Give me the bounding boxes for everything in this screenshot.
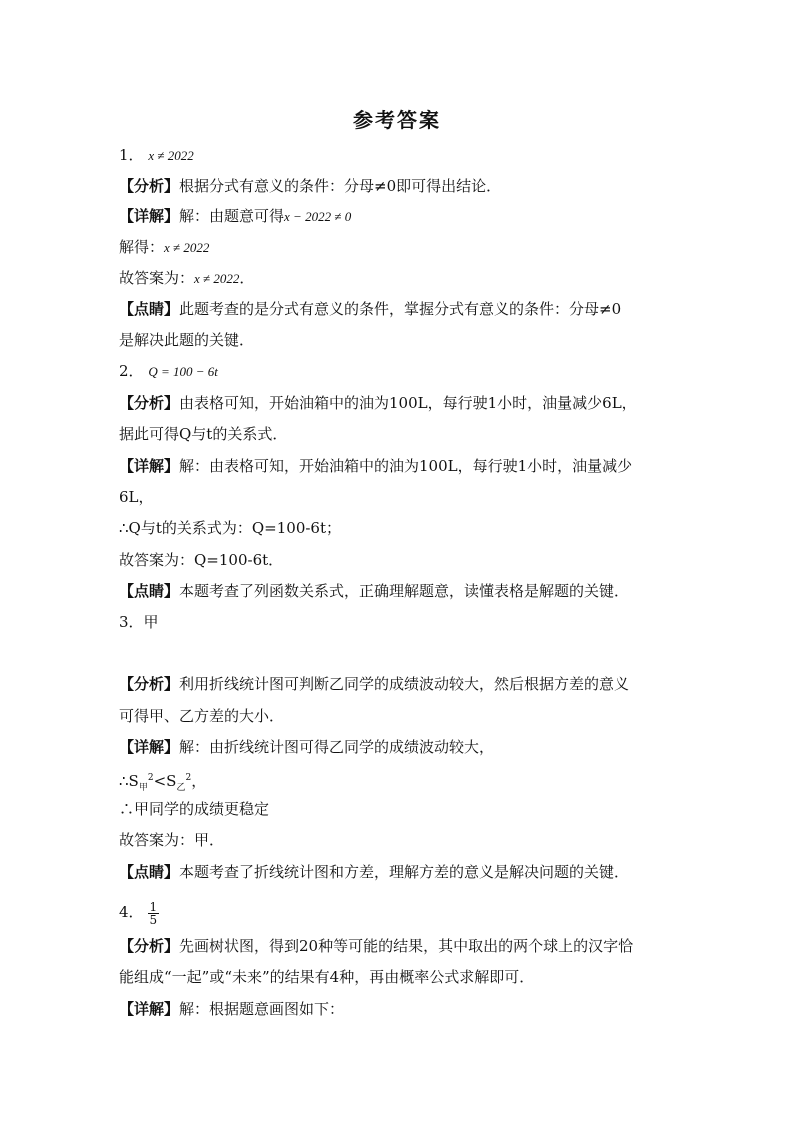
q1-analysis: 根据分式有意义的条件：分母≠0即可得出结论． <box>179 177 502 195</box>
q3-detail-1: 解：由折线统计图可得乙同学的成绩波动较大， <box>179 738 495 756</box>
q2-detail-line-2: 6L， <box>119 488 154 506</box>
q3-detail-line <box>119 737 494 757</box>
q1-detail-tag: 【详解】 <box>119 207 180 225</box>
q1-answer-line <box>119 145 194 166</box>
q1-comment-line-2: 是解决此题的关键． <box>119 331 255 349</box>
q4-numerator: 1 <box>149 899 158 914</box>
q1-conclusion-end: ． <box>239 269 255 287</box>
q2-comment-line <box>119 581 629 601</box>
q2-comment-tag: 【点睛】 <box>119 582 180 600</box>
q3-analysis-1: 利用折线统计图可判断乙同学的成绩波动较大，然后根据方差的意义 <box>179 675 630 693</box>
q1-number: 1． <box>119 146 144 164</box>
q4-denominator: 5 <box>149 912 158 927</box>
q2-detail-line-3: ∴Q与t的关系式为：Q=100-6t； <box>119 519 342 537</box>
q3-variance-line <box>119 768 206 798</box>
q3-answer-line <box>119 612 159 632</box>
q2-answer-line <box>119 361 218 382</box>
page-title: 参考答案 <box>353 108 441 132</box>
q4-analysis-line-2: 能组成“一起”或“未来”的结果有4种，再由概率公式求解即可． <box>119 968 535 986</box>
q3-comment-tag: 【点睛】 <box>119 863 180 881</box>
q1-solve-label: 解得： <box>119 238 165 256</box>
q1-comment-line <box>119 299 621 319</box>
q1-analysis-line <box>119 176 501 196</box>
q1-detail: 解：由题意可得 <box>179 207 285 225</box>
q1-comment-1: 此题考查的是分式有意义的条件，掌握分式有意义的条件：分母≠0 <box>179 300 622 318</box>
q3-variance-sub-jia: 甲 <box>138 783 148 793</box>
q3-variance-sub-yi: 乙 <box>176 783 186 793</box>
q3-detail-tag: 【详解】 <box>119 738 180 756</box>
q4-analysis-tag: 【分析】 <box>119 937 180 955</box>
q1-solve-line <box>119 237 209 258</box>
q4-answer-fraction <box>148 901 160 926</box>
q2-analysis-line-2: 据此可得Q与t的关系式． <box>119 425 288 443</box>
q2-comment: 本题考查了列函数关系式，正确理解题意，读懂表格是解题的关键． <box>179 582 630 600</box>
q4-number: 4． <box>119 903 144 921</box>
q2-detail-1: 解：由表格可知，开始油箱中的油为100L，每行驶1小时，油量减少 <box>179 457 633 475</box>
q4-detail-tag: 【详解】 <box>119 1000 180 1018</box>
q3-analysis-line <box>119 674 629 694</box>
q1-answer: x ≠ 2022 <box>148 148 194 163</box>
q1-detail-math: x − 2022 ≠ 0 <box>284 209 352 224</box>
q2-analysis-line <box>119 393 637 413</box>
q4-analysis-1: 先画树状图，得到20种等可能的结果，其中取出的两个球上的汉字恰 <box>179 937 634 955</box>
q2-number: 2． <box>119 362 144 380</box>
q1-comment-tag: 【点睛】 <box>119 300 180 318</box>
q3-comment-line <box>119 862 629 882</box>
q3-variance-s1: ∴S <box>119 772 139 790</box>
q3-variance-sup-1: 2 <box>147 773 154 783</box>
q1-conclusion-math: x ≠ 2022 <box>194 271 240 286</box>
q2-analysis-1: 由表格可知，开始油箱中的油为100L，每行驶1小时，油量减少6L， <box>179 394 637 412</box>
q3-analysis-line-2: 可得甲、乙方差的大小． <box>119 707 285 725</box>
q3-variance-sup-2: 2 <box>185 773 192 783</box>
q3-number: 3． <box>119 613 144 631</box>
q4-analysis-line <box>119 936 633 956</box>
q4-answer-line <box>119 895 159 929</box>
q2-detail-tag: 【详解】 <box>119 457 180 475</box>
q3-conclusion-line: 故答案为：甲． <box>119 831 225 849</box>
q1-detail-line <box>119 206 351 227</box>
q1-conclusion-line <box>119 268 254 289</box>
q3-analysis-tag: 【分析】 <box>119 675 180 693</box>
q2-detail-line <box>119 456 632 476</box>
q3-comment: 本题考查了折线统计图和方差，理解方差的意义是解决问题的关键． <box>179 863 630 881</box>
q4-detail-line <box>119 999 344 1019</box>
q4-detail: 解：根据题意画图如下： <box>179 1000 345 1018</box>
q2-conclusion-line: 故答案为：Q=100-6t． <box>119 551 284 569</box>
q2-analysis-tag: 【分析】 <box>119 394 180 412</box>
q2-answer: Q = 100 − 6t <box>148 364 218 379</box>
q1-solve-math: x ≠ 2022 <box>164 240 210 255</box>
q3-variance-end: ， <box>191 772 207 790</box>
q3-answer: 甲 <box>143 613 159 631</box>
q3-variance-s2: <S <box>153 772 177 790</box>
q1-analysis-tag: 【分析】 <box>119 177 180 195</box>
q3-detail-line-3: ∴甲同学的成绩更稳定 <box>119 800 270 818</box>
q1-conclusion-label: 故答案为： <box>119 269 195 287</box>
